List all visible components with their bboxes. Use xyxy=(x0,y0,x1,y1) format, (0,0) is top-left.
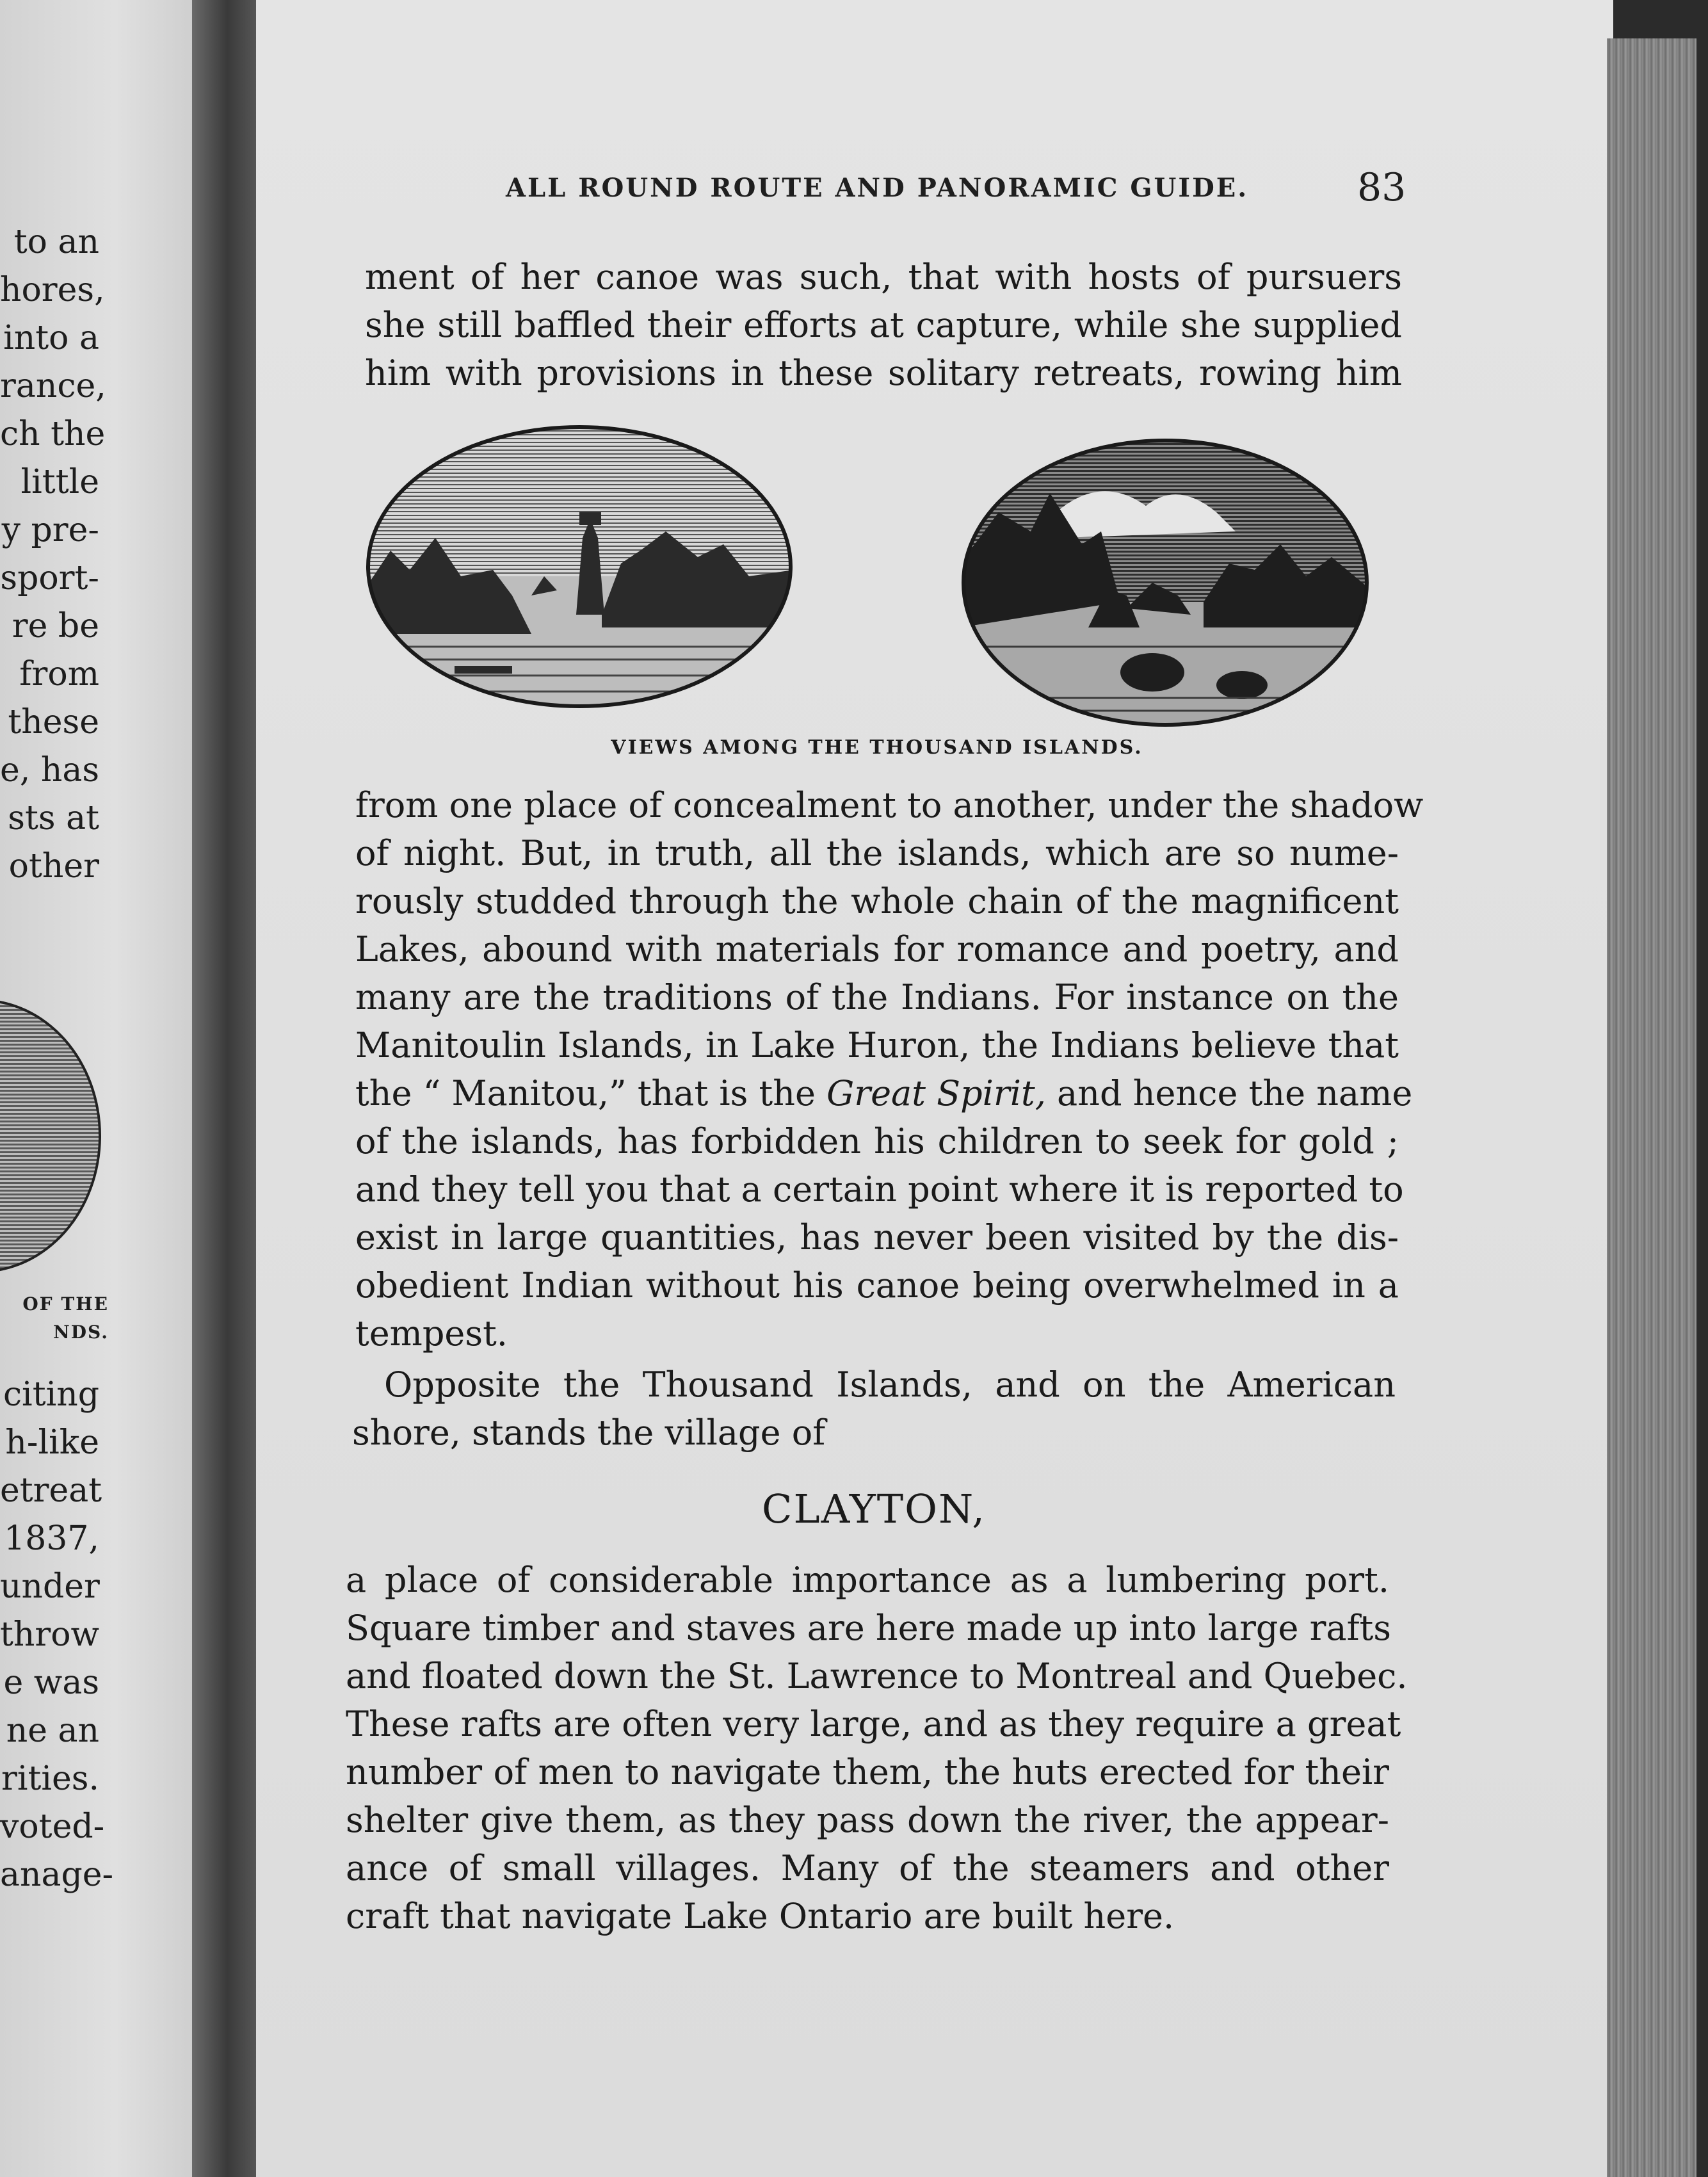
text-line: of night. But, in truth, all the islands, which are so nume- xyxy=(355,833,1399,873)
text-line-with-italic xyxy=(355,1069,1413,1117)
previous-page-line: citing xyxy=(3,1375,99,1414)
text-line: Square timber and staves are here made up into large rafts xyxy=(346,1608,1391,1648)
previous-page-line: to an xyxy=(13,223,99,261)
text-line: craft that navigate Lake Ontario are built here. xyxy=(346,1896,1175,1936)
previous-page-line: into a xyxy=(3,319,99,357)
page-number: 83 xyxy=(1357,165,1406,210)
previous-page-line: y pre- xyxy=(1,511,99,549)
text-line: shelter give them, as they pass down the river, the appear- xyxy=(346,1800,1389,1840)
text-line: tempest. xyxy=(355,1313,508,1354)
text-run: and hence the name xyxy=(1045,1073,1413,1113)
previous-page-line: sts at xyxy=(8,799,99,838)
previous-page-caption xyxy=(0,1290,109,1347)
text-line: and floated down the St. Lawrence to Montreal and Quebec. xyxy=(346,1656,1408,1696)
previous-page-line: 1837, xyxy=(4,1519,99,1558)
previous-caption-line: OF THE xyxy=(22,1293,109,1315)
text-line: from one place of concealment to another, under the shadow xyxy=(355,785,1424,825)
text-line: many are the traditions of the Indians. For instance on the xyxy=(355,977,1399,1017)
previous-page-line: h-like xyxy=(5,1423,99,1462)
text-run: the “ Manitou,” that is the xyxy=(355,1073,827,1113)
previous-page-line: e, has xyxy=(0,751,100,789)
engraving-lighthouse xyxy=(365,423,794,711)
paragraph-continued xyxy=(365,253,1402,397)
text-line: rously studded through the whole chain of the magnificent xyxy=(355,881,1399,921)
text-line: and they tell you that a certain point where it is reported to xyxy=(355,1169,1404,1210)
figure-caption: VIEWS AMONG THE THOUSAND ISLANDS. xyxy=(611,736,1143,759)
text-line: Lakes, abound with materials for romance and poetry, and xyxy=(355,929,1399,969)
previous-page-line: ch the xyxy=(0,415,106,453)
previous-page-line: little xyxy=(20,463,99,501)
book-gutter xyxy=(192,0,262,2177)
text-line: number of men to navigate them, the huts erected for their xyxy=(346,1752,1389,1792)
previous-page-line: these xyxy=(8,703,99,741)
previous-page-line: hores, xyxy=(0,271,105,309)
previous-page-line: re be xyxy=(12,607,99,645)
figure-thousand-islands xyxy=(359,416,1396,775)
text-line: Opposite the Thousand Islands, and on the American xyxy=(384,1364,1396,1405)
text-line: ance of small villages. Many of the steamers and other xyxy=(346,1848,1389,1888)
running-title: ALL ROUND ROUTE AND PANORAMIC GUIDE. xyxy=(506,173,1249,203)
previous-page-line: other xyxy=(8,847,99,886)
previous-page-line: under xyxy=(0,1567,100,1606)
previous-page-line: rities. xyxy=(1,1760,99,1798)
text-line: These rafts are often very large, and as they require a great xyxy=(346,1704,1401,1744)
previous-page-line: sport- xyxy=(0,559,99,597)
engraving-islands xyxy=(960,435,1370,730)
previous-page-line: rance, xyxy=(0,367,106,405)
previous-page-line: e was xyxy=(3,1663,99,1702)
previous-page-line: anage- xyxy=(0,1856,114,1894)
previous-page-line: ne an xyxy=(6,1712,99,1750)
paragraph xyxy=(352,1361,1396,1457)
text-line: obedient Indian without his canoe being overwhelmed in a xyxy=(355,1265,1399,1306)
text-line: exist in large quantities, has never been visited by the dis- xyxy=(355,1217,1399,1258)
italic-term: Great Spirit, xyxy=(826,1073,1046,1113)
paragraph xyxy=(355,781,1424,1357)
previous-caption-line: NDS. xyxy=(53,1322,109,1343)
text-line: him with provisions in these solitary retreats, rowing him xyxy=(365,353,1402,393)
text-line: Manitoulin Islands, in Lake Huron, the Indians believe that xyxy=(355,1025,1399,1065)
previous-page xyxy=(0,0,192,2177)
page-edges xyxy=(1607,38,1696,2177)
previous-page-line: etreat xyxy=(0,1471,102,1510)
text-line: she still baffled their efforts at capture, while she supplied xyxy=(365,305,1402,345)
previous-page-line: voted- xyxy=(0,1808,105,1846)
previous-page-line: throw xyxy=(0,1615,100,1654)
text-line: ment of her canoe was such, that with hosts of pursuers xyxy=(365,257,1402,297)
previous-page-line: from xyxy=(19,655,99,693)
paragraph xyxy=(346,1556,1408,1940)
text-line: a place of considerable importance as a lumbering port. xyxy=(346,1560,1389,1600)
text-line: of the islands, has forbidden his children to seek for gold ; xyxy=(355,1121,1399,1161)
text-line: shore, stands the village of xyxy=(352,1412,826,1453)
section-heading: CLAYTON, xyxy=(762,1485,986,1532)
